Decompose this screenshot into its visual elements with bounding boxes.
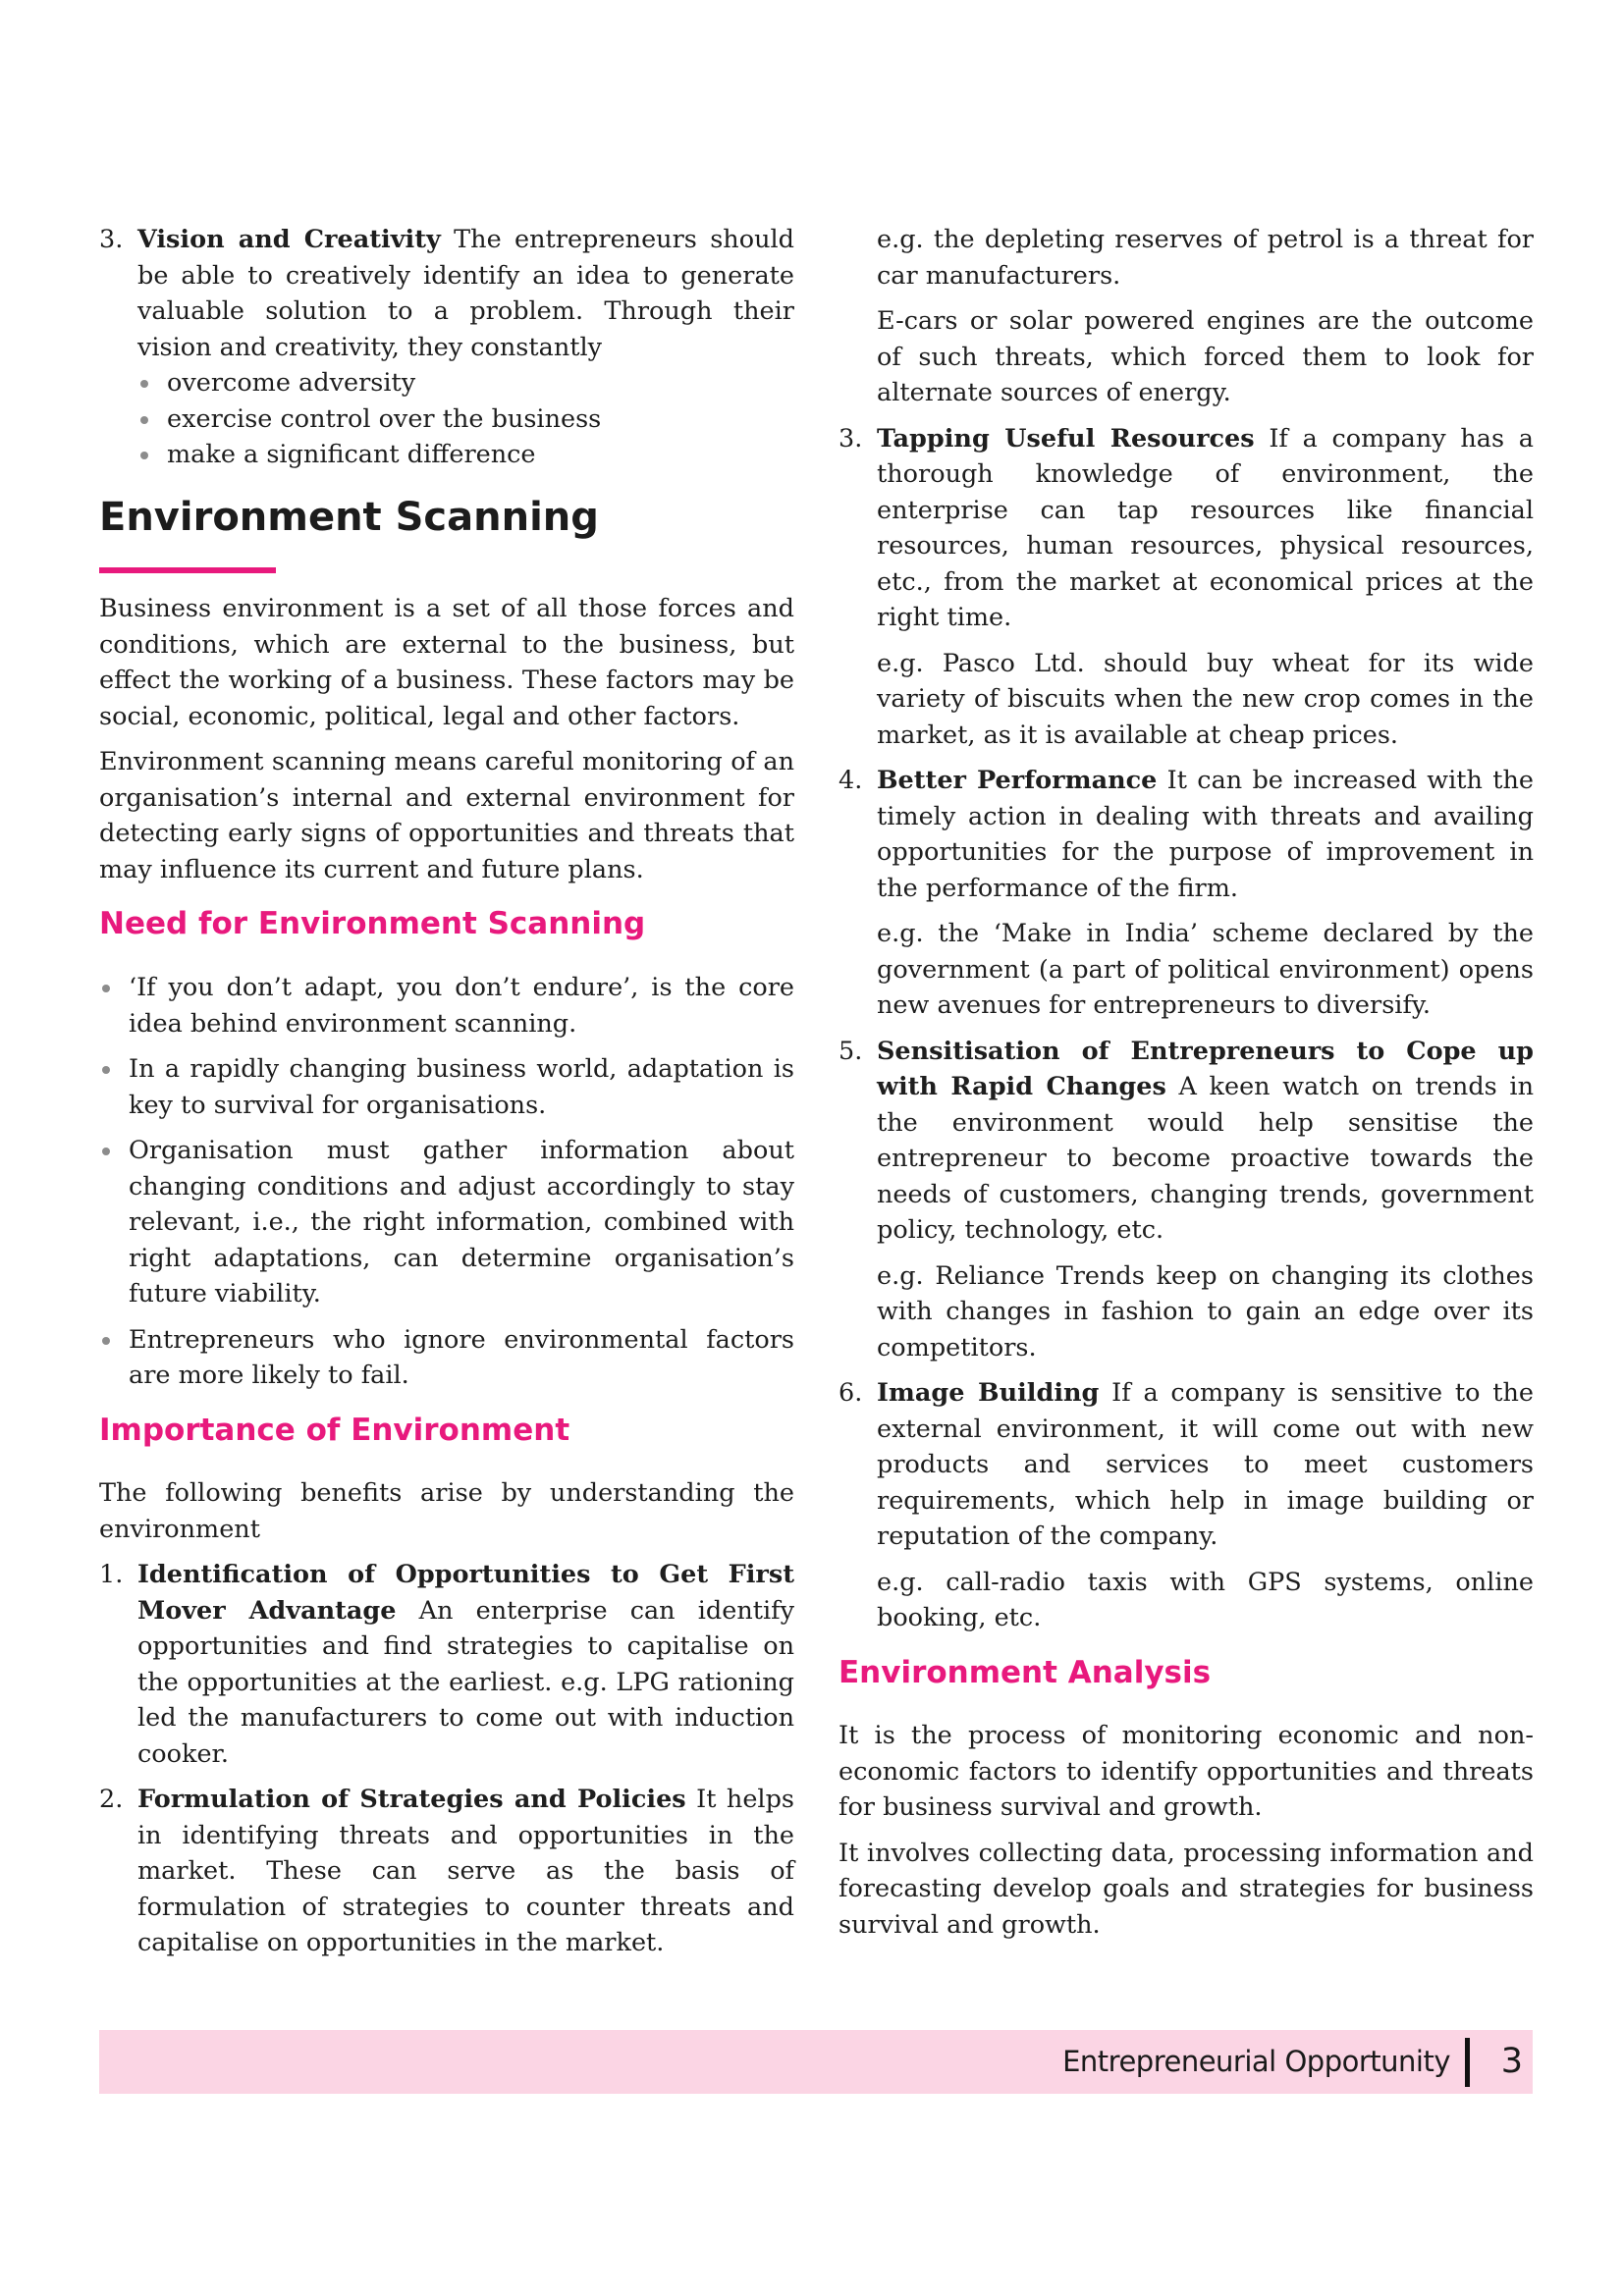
bullet-item: Organisation must gather information about changing conditions and adjust accordingly to stay relevant, i.e., the right information, combined with right adaptations, can determine organisation’s future viability. [99,1133,794,1312]
item-number: 4. [839,766,863,795]
item-title: Formulation of Strategies and Policies [137,1785,686,1815]
item-number: 2. [99,1785,124,1815]
item-title: Vision and Creativity [137,225,441,254]
paragraph: It involves collecting data, processing information and forecasting develop goals and strategies for business survival and growth. [839,1838,1534,1940]
numbered-item [839,763,1534,906]
item-title: Sensitisation of Entrepreneurs to Cope up with Rapid Changes [877,1036,1534,1101]
heading-underline [99,567,276,573]
item-text: The entrepreneurs should be able to creatively identify an idea to generate valuable solution to a problem. Through their vision and creativity, they constantly [137,225,794,362]
left-column [99,222,794,1961]
item-number: 5. [839,1036,863,1066]
item-text: A keen watch on trends in the environment would help sensitise the entrepreneur to become proactive towards the needs of customers, changing trends, government policy, technology, etc. [877,1072,1534,1245]
numbered-item [99,1557,794,1772]
paragraph: e.g. the depleting reserves of petrol is a threat for car manufacturers. [877,225,1534,291]
example-text: e.g. call-radio taxis with GPS systems, online booking, etc. [877,1567,1534,1632]
item-text: It can be increased with the timely action in dealing with threats and availing opportunities for the purpose of improvement in the performance of the firm. [877,766,1534,903]
footer-chapter-title: Entrepreneurial Opportunity [1062,2045,1450,2078]
numbered-item [99,1782,794,1961]
numbered-item [839,1375,1534,1555]
item-title: Identification of Opportunities to Get First Mover Advantage [137,1560,794,1626]
item-text: It helps in identifying threats and opportunities in the market. These can serve as the basis of formulation of strategies to counter threats and capitalise on opportunities in the market. [137,1785,794,1958]
example-text: e.g. Pasco Ltd. should buy wheat for its wide variety of biscuits when the new crop comes in the market, as it is available at cheap prices. [877,648,1534,750]
bullet-item: ‘If you don’t adapt, you don’t endure’, is the core idea behind environment scanning. [99,970,794,1041]
footer-band [99,2030,1533,2094]
item-number: 1. [99,1560,124,1590]
item-title: Tapping Useful Resources [877,423,1255,454]
item-number: 3. [839,423,863,454]
paragraph: Environment scanning means careful monitoring of an organisation’s internal and external environment for detecting early signs of opportunities and threats that may influence its current and future plans. [99,747,794,884]
paragraph: It is the process of monitoring economic and non-economic factors to identify opportunities and threats for business survival and growth. [839,1721,1534,1823]
item-title: Image Building [877,1378,1100,1408]
numbered-item [839,1034,1534,1249]
bullet-item: make a significant difference [137,437,794,473]
paragraph: E-cars or solar powered engines are the outcome of such threats, which forced them to look for alternate sources of energy. [877,306,1534,407]
paragraph: Business environment is a set of all those forces and conditions, which are external to the business, but effect the working of a business. These factors may be social, economic, political, legal and other factors. [99,594,794,731]
item-text: If a company is sensitive to the external environment, it will come out with new products and services to meet customers requirements, which help in image building or reputation of the company. [877,1378,1535,1551]
example-text: e.g. the ‘Make in India’ scheme declared by the government (a part of political environment) opens new avenues for entrepreneurs to diversify. [877,919,1534,1020]
item-title: Better Performance [877,766,1158,795]
item-number: 6. [839,1378,863,1408]
bullet-item: Entrepreneurs who ignore environmental factors are more likely to fail. [99,1322,794,1394]
right-column [839,222,1534,1943]
subsection-heading: Environment Analysis [839,1654,1212,1690]
bullet-item: overcome adversity [137,365,794,401]
numbered-item-vision [99,222,794,365]
item-text: An enterprise can identify opportunities and find strategies to capitalise on the opportunities at the earliest. e.g. LPG rationing led the manufacturers to come out with induction cooker. [137,1595,794,1769]
page-number: 3 [1500,2042,1523,2081]
example-text: e.g. Reliance Trends keep on changing its clothes with changes in fashion to gain an edge over its competitors. [877,1260,1534,1362]
vision-bullet-list [137,365,794,473]
item-number: 3. [99,225,124,254]
footer-separator [1465,2038,1470,2087]
bullet-item: In a rapidly changing business world, adaptation is key to survival for organisations. [99,1051,794,1123]
subsection-heading: Need for Environment Scanning [99,906,646,942]
item-text: If a company has a thorough knowledge of environment, the enterprise can tap resources like financial resources, human resources, physical resources, etc., from the market at economical prices at the right time. [877,423,1534,632]
numbered-item [839,421,1534,636]
bullet-item: exercise control over the business [137,401,794,438]
section-heading: Environment Scanning [99,494,599,540]
paragraph: The following benefits arise by understanding the environment [99,1478,794,1544]
subsection-heading: Importance of Environment [99,1412,570,1448]
